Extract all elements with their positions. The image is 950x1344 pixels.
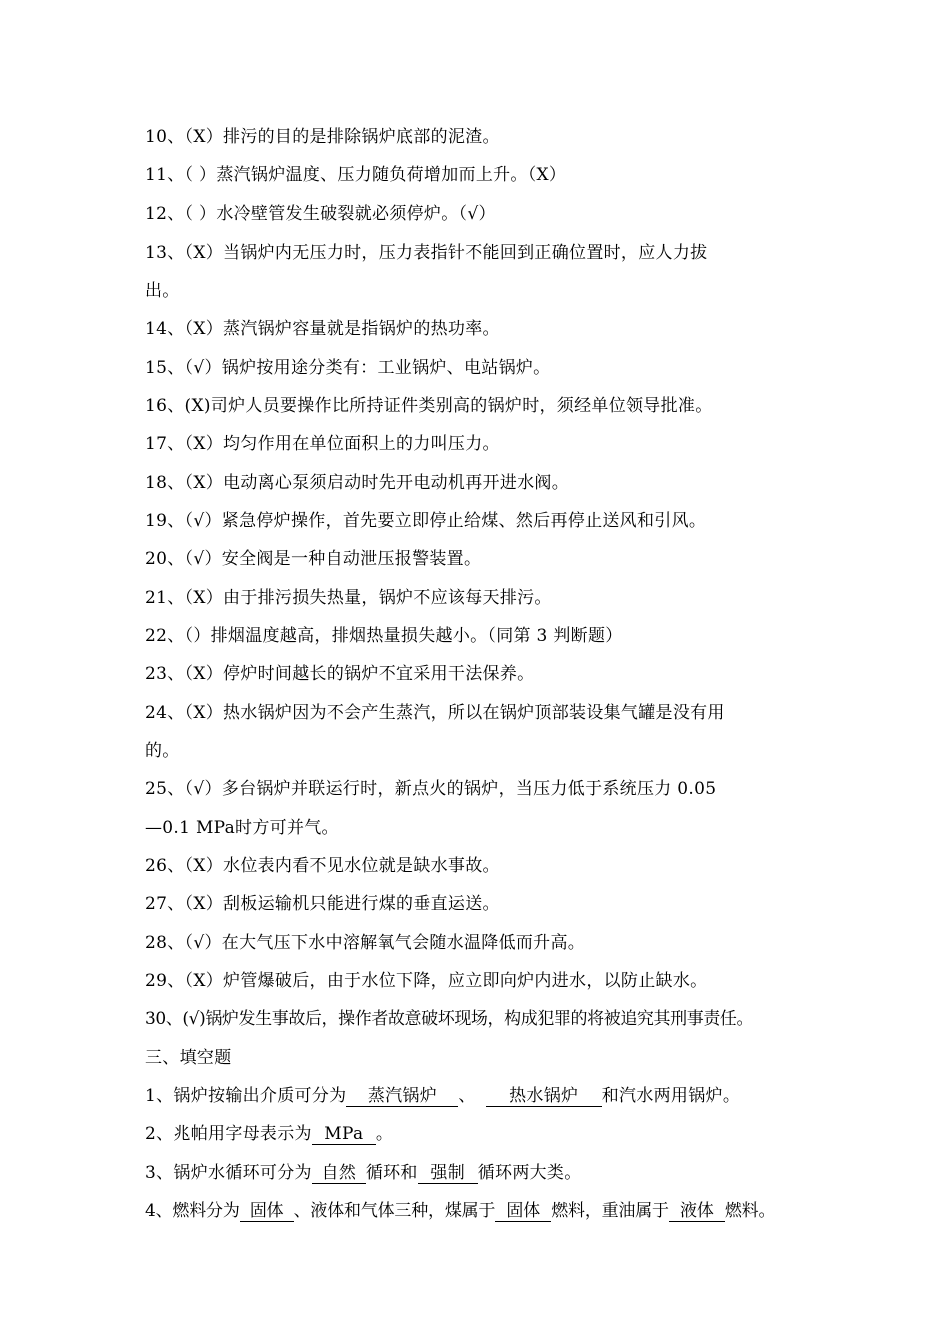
judgment-item-16: 16、(X)司炉人员要操作比所持证件类别高的锅炉时，须经单位领导批准。 <box>145 396 713 416</box>
judgment-item-28: 28、（√）在大气压下水中溶解氧气会随水温降低而升高。 <box>145 933 586 953</box>
judgment-item-14: 14、（X）蒸汽锅炉容量就是指锅炉的热功率。 <box>145 319 500 339</box>
judgment-item-29: 29、（X）炉管爆破后，由于水位下降，应立即向炉内进水，以防止缺水。 <box>145 971 708 991</box>
judgment-item-11: 11、（ ）蒸汽锅炉温度、压力随负荷增加而上升。（X） <box>145 165 567 185</box>
fill-4-blank-2: 固体 <box>495 1201 551 1222</box>
fill-4-blank-1: 固体 <box>240 1201 294 1222</box>
fill-1-blank-1: 蒸汽锅炉 <box>346 1086 458 1107</box>
judgment-item-15: 15、（√）锅炉按用途分类有：工业锅炉、电站锅炉。 <box>145 358 551 378</box>
judgment-item-30: 30、(√)锅炉发生事故后，操作者故意破坏现场，构成犯罪的将被追究其刑事责任。 <box>145 1009 754 1029</box>
fill-4-mid-2: 燃料，重油属于 <box>551 1201 669 1221</box>
fill-1-suffix: 和汽水两用锅炉。 <box>601 1086 741 1106</box>
judgment-item-21: 21、（X）由于排污损失热量，锅炉不应该每天排污。 <box>145 588 552 608</box>
fill-2-blank-1: MPa <box>312 1124 376 1145</box>
judgment-item-10: 10、（X）排污的目的是排除锅炉底部的泥渣。 <box>145 127 500 147</box>
fill-3-blank-2: 强制 <box>418 1163 478 1184</box>
judgment-item-13-cont: 出。 <box>145 281 180 301</box>
fill-1-prefix: 1、锅炉按输出介质可分为 <box>145 1086 347 1106</box>
fill-4-prefix: 4、燃料分为 <box>145 1201 240 1221</box>
fill-2-prefix: 2、兆帕用字母表示为 <box>145 1124 312 1144</box>
fill-item-1 <box>145 1085 825 1107</box>
fill-item-3 <box>145 1162 825 1184</box>
judgment-item-13: 13、（X）当锅炉内无压力时，压力表指针不能回到正确位置时，应人力拔 <box>145 243 708 263</box>
judgment-item-24-cont: 的。 <box>145 741 180 761</box>
judgment-item-20: 20、（√）安全阀是一种自动泄压报警装置。 <box>145 549 482 569</box>
fill-3-prefix: 3、锅炉水循环可分为 <box>145 1163 312 1183</box>
fill-item-2 <box>145 1123 825 1145</box>
fill-item-4 <box>145 1200 825 1222</box>
fill-4-blank-3: 液体 <box>669 1201 725 1222</box>
fill-4-mid-1: 、液体和气体三种，煤属于 <box>293 1201 496 1221</box>
judgment-item-17: 17、（X）均匀作用在单位面积上的力叫压力。 <box>145 434 500 454</box>
judgment-item-22: 22、（）排烟温度越高，排烟热量损失越小。（同第 3 判断题） <box>145 626 623 646</box>
judgment-item-24: 24、（X）热水锅炉因为不会产生蒸汽，所以在锅炉顶部装设集气罐是没有用 <box>145 703 725 723</box>
judgment-item-18: 18、（X）电动离心泵须启动时先开电动机再开进水阀。 <box>145 473 570 493</box>
fill-4-suffix: 燃料。 <box>724 1201 776 1221</box>
section-title: 三、填空题 <box>145 1048 232 1068</box>
judgment-item-23: 23、（X）停炉时间越长的锅炉不宜采用干法保养。 <box>145 664 535 684</box>
fill-1-blank-2: 热水锅炉 <box>486 1086 602 1107</box>
judgment-item-26: 26、（X）水位表内看不见水位就是缺水事故。 <box>145 856 500 876</box>
fill-3-mid: 循环和 <box>365 1163 418 1183</box>
fill-3-suffix: 循环两大类。 <box>477 1163 582 1183</box>
judgment-item-19: 19、（√）紧急停炉操作，首先要立即停止给煤、然后再停止送风和引风。 <box>145 511 707 531</box>
judgment-item-25: 25、（√）多台锅炉并联运行时，新点火的锅炉，当压力低于系统压力 0.05 <box>145 779 717 799</box>
judgment-item-12: 12、（ ）水冷壁管发生破裂就必须停炉。（√） <box>145 204 496 224</box>
fill-1-sep: 、 <box>458 1086 476 1106</box>
fill-2-suffix: 。 <box>375 1124 394 1144</box>
judgment-item-25-cont: —0.1 MPa时方可并气。 <box>145 818 339 838</box>
fill-3-blank-1: 自然 <box>312 1163 366 1184</box>
judgment-item-27: 27、（X）刮板运输机只能进行煤的垂直运送。 <box>145 894 500 914</box>
